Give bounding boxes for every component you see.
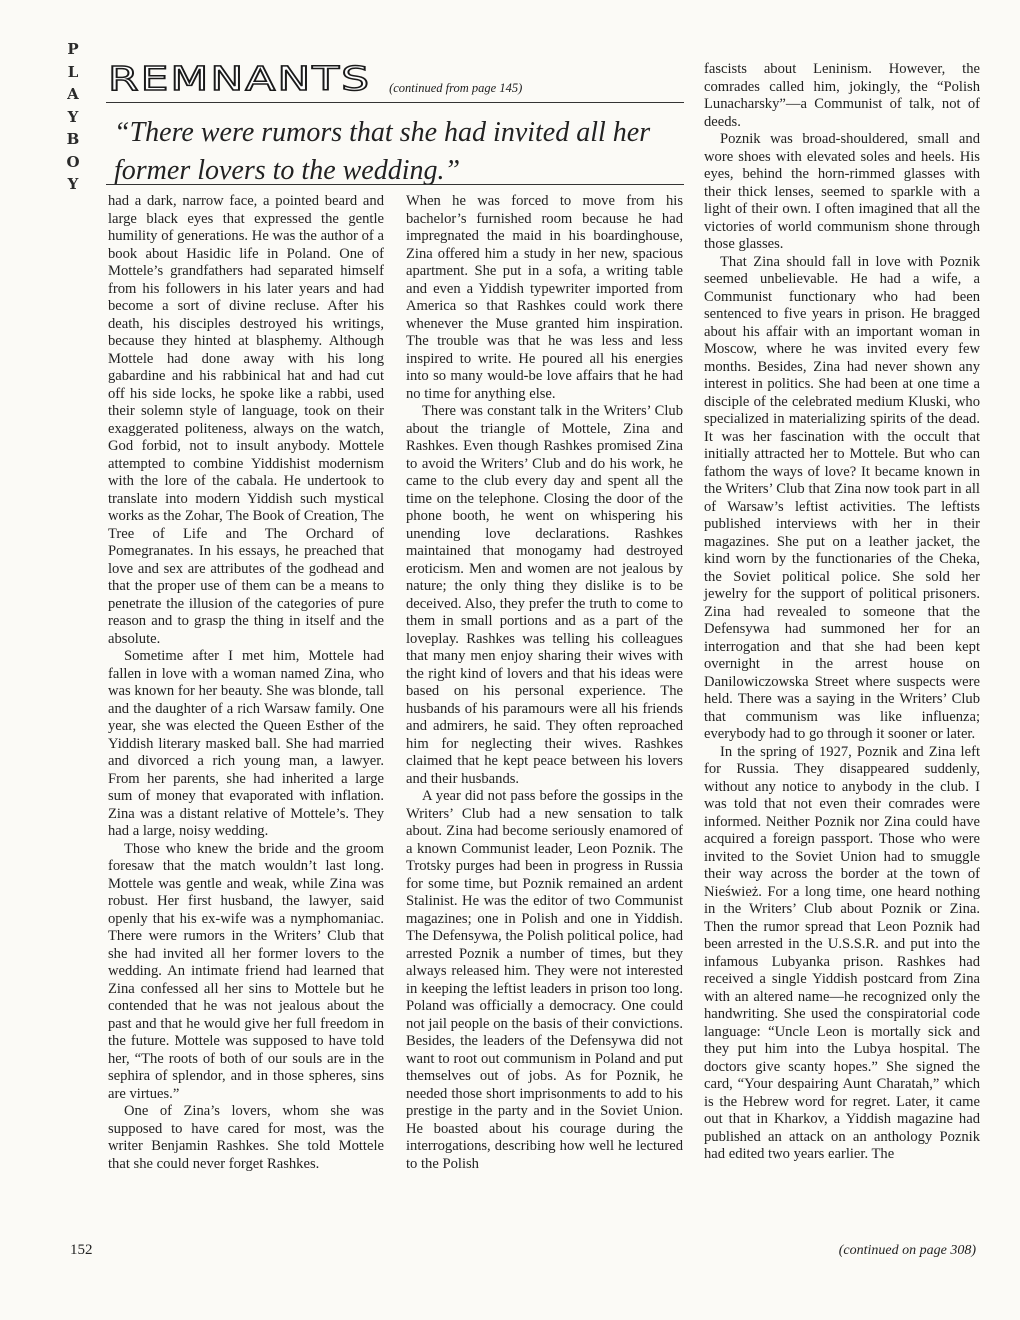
paragraph: had a dark, narrow face, a pointed beard and large black eyes that expressed the gentle humility of generations. He was the author of a book about Hasidic life in Poland. One of Mottele’s grandfathers had separated himself from his followers in his later years and had become a sort of divine recluse. After his death, his disciples destroyed his writings, because they hinted at blasphemy. Although Mottele had done away with his long gabardine and his rabbinical hat and had cut off his side locks, he spoke like a rabbi, used their solemn style of language, took on their exaggerated politeness, always on the watch, God forbid, not to insult anybody. Mottele attempted to combine Yiddishist modernism with the lore of the cabala. He undertook to translate into modern Yiddish such mystical works as the Zohar, The Book of Creation, The Tree of Life and The Orchard of Pomegranates. In his essays, he preached that love and sex are attributes of the godhead and that the proper use of them can be a means to penetrate the illusion of the categories of pure reason and to grasp the thing in itself and the absolute. — [108, 193, 384, 647]
page-number: 152 — [70, 1242, 93, 1258]
paragraph: Those who knew the bride and the groom foresaw that the match wouldn’t last long. Mottele was gentle and weak, while Zina was robust. Her first husband, the lawyer, said openly that his ex-wife was a nymphomaniac. There were rumors in the Writers’ Club that she had invited all her former lovers to the wedding. An intimate friend had learned that Zina confessed all her sins to Mottele but he contended that he was not jealous about the past and that he would give her full freedom in the future. Mottele was supposed to have told her, “The roots of both of our souls are in the sephira of splendor, and in those spheres, sins are virtues.” — [108, 840, 384, 1102]
paragraph: There was constant talk in the Writers’ Club about the triangle of Mottele, Zina and Rashkes. Even though Rashkes promised Zina to avoid the Writers’ Club and do his work, he came to the club every day and spent all the time on the telephone. Closing the door of the phone booth, he went on whispering his unending love declarations. Rashkes maintained that monogamy had destroyed eroticism. Men and women are not jealous by nature; the only thing they dislike is to be deceived. Also, they prefer the truth to come to them in small portions and as a part of the loveplay. Rashkes was telling his colleagues that many men enjoy sharing their wives with the right kind of lovers and that his ideas were based on his personal experience. The husbands of his paramours were all his friends and admirers, he said. They often reproached him for neglecting their wives. Rashkes claimed that he kept peace between his lovers and their husbands. — [406, 403, 683, 787]
header-rule — [106, 102, 684, 103]
paragraph: In the spring of 1927, Poznik and Zina left for Russia. They disappeared suddenly, without any notice to anybody in the club. I was told that not even their comrades were informed. Neither Poznik nor Zina could have acquired a foreign passport. Those who were invited to the Soviet Union had to smuggle their way across the border at the town of Nieśwież. For a long time, one heard nothing in the Writers’ Club about Poznik or Zina. Then the rumor spread that Leon Poznik had been arrested in the U.S.S.R. and put into the infamous Lubyanka prison. Rashkes had received a single Yiddish postcard from Zina with an altered name—he recognized only the handwriting. She used the conspiratorial code language: “Uncle Leon is mortally sick and they put him into the Lubya hospital. The doctors give scanty hopes.” She signed the card, “Your despairing Aunt Charatah,” which is the Hebrew word for regret. Later, it came out that in Kharkov, a Yiddish magazine had published an attack on an anthology Poznik had edited two years earlier. The — [704, 743, 980, 1162]
paragraph: When he was forced to move from his bachelor’s furnished room because he had impregnated the maid in his boardinghouse, Zina offered him a study in her new, spacious apartment. She put in a sofa, a writing table and even a Yiddish typewriter imported from America so that Rashkes could work there whenever the Muse granted him inspiration. The trouble was that he was less and less inspired to write. He poured all his energies into so many would-be love affairs that he had no time for anything else. — [406, 193, 683, 402]
brand-letter: O — [66, 152, 80, 171]
article-title: REMNANTS — [108, 60, 372, 99]
brand-letter: L — [67, 62, 79, 81]
text-column-1 — [108, 193, 384, 1173]
magazine-brand-vertical — [66, 38, 80, 196]
brand-letter: B — [66, 130, 80, 148]
brand-letter: Y — [67, 107, 79, 126]
paragraph: A year did not pass before the gossips in the Writers’ Club had a new sensation to talk about. Zina had become seriously enamored of a known Communist leader, Leon Poznik. The Trotsky purges had been in progress in Russia for some time, but Poznik remained an ardent Stalinist. He was the editor of two Communist magazines; one in Polish and one in Yiddish. The Defensywa, the Polish political police, had arrested Poznik a number of times, but they always released him. They were not interested in keeping the leftist leaders in prison too long. Poland was officially a democracy. One could not jail people on the basis of their convictions. Besides, the leaders of the Defensywa did not want to root out communism in Poland and put themselves out of jobs. As for Poznik, he needed those short imprisonments to add to his prestige in the party and in the Soviet Union. He boasted about his courage during the interrogations, describing how well he lectured to the Polish — [406, 788, 683, 1172]
text-column-2 — [406, 193, 683, 1173]
pull-quote: “There were rumors that she had invited all her former lovers to the wedding.” — [114, 117, 651, 186]
paragraph: That Zina should fall in love with Poznik seemed unbelievable. He had a wife, a Communist functionary who had been sentenced to five years in prison. He bragged about his affair with an important woman in Moscow, where he was invited every few months. Besides, Zina had never shown any interest in politics. She had been at one time a disciple of the celebrated medium Kluski, who specialized in materializing spirits of the dead. It was her fascination with the occult that initially attracted her to Mottele. But who can fathom the ways of love? It became known in the Writers’ Club that Zina now took part in all of Warsaw’s leftist activities. The leftists published interviews with her in their magazines. She put on a leather jacket, the kind worn by the functionaries of the Cheka, the Soviet political police. She sold her jewelry for the support of political prisoners. Zina had revealed to someone that the Defensywa had summoned her for an interrogation and that she had been kept overnight in the arrest house on Danilowiczowska Street where suspects were held. There was a saying in the Writers’ Club that communism was like influenza; everybody had to go through it sooner or later. — [704, 253, 980, 742]
paragraph: Poznik was broad-shouldered, small and wore shoes with elevated soles and heels. His eyes, behind the horn-rimmed glasses with their thick lenses, seemed to sparkle with a light of their own. I often imagined that all the victories of world communism shone through those glasses. — [704, 131, 980, 252]
brand-letter: A — [67, 85, 79, 103]
brand-letter: P — [67, 40, 79, 58]
brand-letter: Y — [67, 175, 79, 193]
paragraph: fascists about Leninism. However, the comrades called him, jokingly, the “Polish Lunacharsky”—a Communist of talk, not of deeds. — [704, 61, 980, 130]
article-header — [108, 52, 523, 99]
text-column-3 — [704, 61, 980, 1164]
paragraph: One of Zina’s lovers, whom she was supposed to have cared for most, was the writer Benjamin Rashkes. She told Mottele that she could never forget Rashkes. — [108, 1103, 384, 1172]
continued-from-note: (continued from page 145) — [389, 81, 523, 95]
continued-on-note: (continued on page 308) — [838, 1243, 976, 1258]
paragraph: Sometime after I met him, Mottele had fallen in love with a woman named Zina, who was known for her beauty. She was blonde, tall and the daughter of a rich Warsaw family. One year, she was elected the Queen Esther of the Yiddish literary masked ball. She had married and divorced a rich young man, a lawyer. From her parents, she had inherited a large sum of money that evaporated with inflation. Zina was a distant relative of Mottele’s. They had a large, noisy wedding. — [108, 648, 384, 839]
pull-quote-rule — [106, 184, 684, 185]
